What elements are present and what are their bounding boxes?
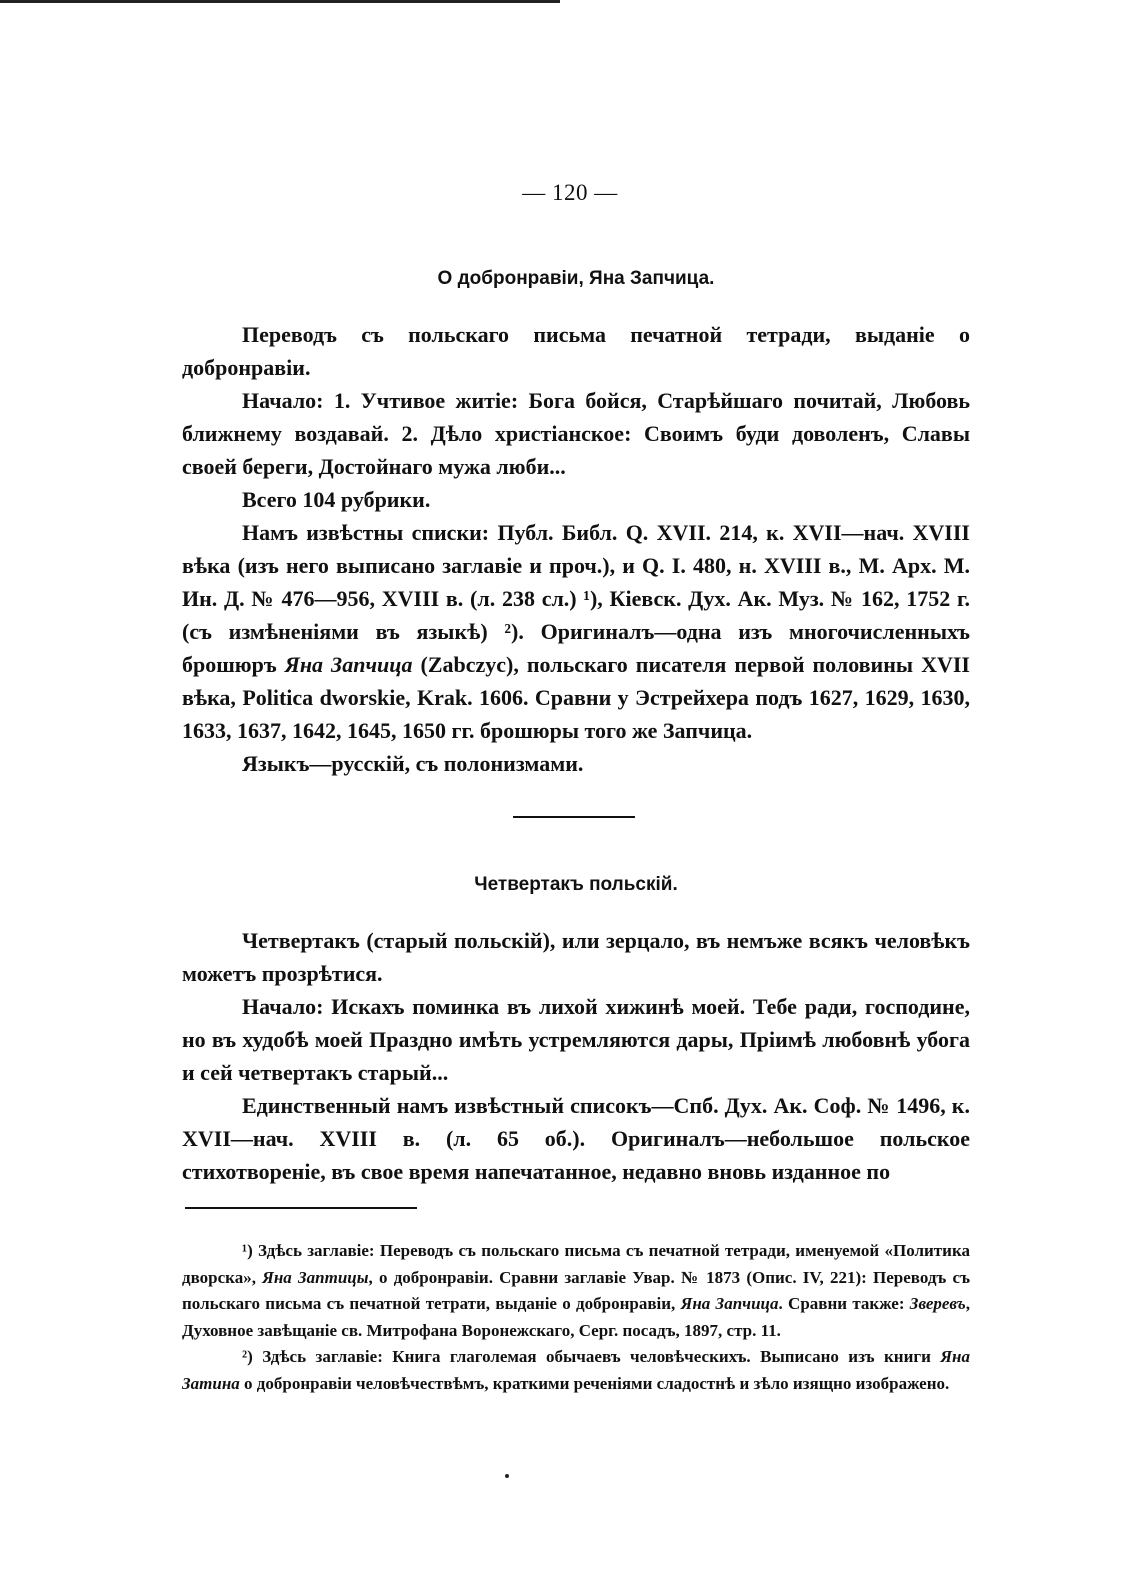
page-number: — 120 —	[522, 180, 618, 205]
footnote-1-text-4: , Духовное завѣщаніе св. Митрофана Воронежскаго, Серг. посадъ, 1897, стр. 11.	[182, 1294, 971, 1340]
section-dobronravie	[182, 268, 970, 780]
footnote-1-text: ¹) Здѣсь заглавіе: Переводъ съ польскаго письма съ печатной тетради, именуемой «Политика дворска»,	[182, 1241, 970, 1287]
footnote-1-text-3: . Сравни также:	[778, 1294, 910, 1313]
section-title: Четвертакъ польскій.	[474, 874, 678, 895]
manuscripts-text: Намъ извѣстны списки: Публ. Библ. Q. XVII. 214, к. XVII—нач. XVIII вѣка (изъ него выписано заглавіе и проч.), и Q. I. 480, н. XVIII в., М. Арх. М. Ин. Д. № 476—956, XVIII в. (л. 238 сл.) ¹), Кіевск. Дух. Ак. Муз. № 162, 1752 г. (съ измѣненіями въ языкѣ) ²). Оригиналъ—одна изъ многочисленныхъ брошюръ	[182, 520, 970, 677]
paragraph-rubric-count: Всего 104 рубрики.	[242, 487, 431, 512]
footnote-rule	[185, 1207, 417, 1209]
paragraph-manuscripts: Единственный намъ извѣстный списокъ—Спб. Дух. Ак. Соф. № 1496, к. XVII—нач. XVIII в. (л. 65 об.). Оригиналъ—небольшое польское стихотвореніе, въ свое время напечатанное, недавно вновь изданное по	[182, 1093, 970, 1184]
paragraph-incipit: Начало: 1. Учтивое житіе: Бога бойся, Старѣйшаго почитай, Любовь ближнему воздавай. 2. Дѣло христіанское: Своимъ буди доволенъ, Славы своей береги, Достойнаго мужа люби...	[182, 388, 970, 479]
section-chetvertak	[182, 874, 970, 1188]
paragraph-language: Языкъ—русскій, съ полонизмами.	[242, 751, 584, 776]
paragraph-manuscripts	[182, 516, 970, 747]
author-name-italic: Яна Запчица	[284, 652, 413, 677]
footnote-2-text: ²) Здѣсь заглавіе: Книга глаголемая обычаевъ человѣческихъ. Выписано изъ книги	[242, 1347, 941, 1366]
paragraph-description: Четвертакъ (старый польскій), или зерцало, въ немъже всякъ человѣкъ можетъ прозрѣтися.	[182, 928, 970, 986]
section-divider	[513, 816, 635, 818]
footnote-1-italic-3: Зверевъ	[909, 1294, 966, 1313]
footnote-2	[182, 1344, 970, 1397]
manuscripts-text-cont: (Zabczyc), польскаго писателя первой половины XVII вѣка, Politica dworskie, Krak. 1606. Сравни у Эстрейхера подъ 1627, 1629, 1630, 1633, 1637, 1642, 1645, 1650 гг. брошюры того же Запчица.	[182, 652, 970, 743]
paragraph-description: Переводъ съ польскаго письма печатной тетради, выданіе о добронравіи.	[182, 322, 970, 380]
footnote-1-text-2: , о добронравіи. Сравни заглавіе Увар. № 1873 (Опис. IV, 221): Переводъ съ польскаго письма съ печатной тетрати, выданіе о добронравіи,	[182, 1267, 970, 1313]
footnote-2-text-2: о добронравіи человѣчествѣмъ, краткими реченіями сладостнѣ и зѣло изящно изображено.	[239, 1373, 950, 1393]
footnote-1	[182, 1238, 970, 1344]
section-title: О добронравіи, Яна Запчица.	[437, 268, 715, 289]
footnotes	[182, 1238, 970, 1397]
footnote-1-italic-2: Яна Запчица	[680, 1294, 779, 1313]
paragraph-incipit: Начало: Искахъ поминка въ лихой хижинѣ моей. Тебе ради, господине, но въ худобѣ моей Праздно имѣть устремляются дары, Пріимѣ любовнѣ убога и сей четвертакъ старый...	[182, 994, 970, 1085]
top-edge-rule	[0, 0, 560, 3]
footnote-2-italic: Яна Затина	[182, 1347, 970, 1393]
stray-mark	[505, 1474, 509, 1478]
footnote-1-italic-1: Яна Заптицы	[262, 1267, 369, 1287]
